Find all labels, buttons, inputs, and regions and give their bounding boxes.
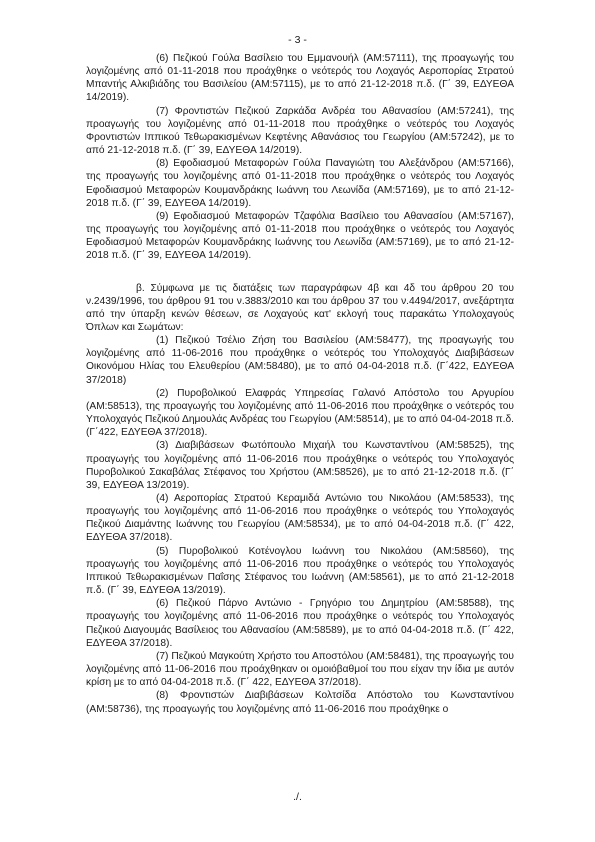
paragraph-item-b4: (4) Αεροπορίας Στρατού Κεραμιδά Αντώνιο του Νικολάου (ΑΜ:58533), της προαγωγής του λογιζομένης από 11-06-2016 που προάχθηκε ο νεότερός του Υπολοχαγός Πεζικού Διαμάντης Ιωάννης του Γεωργίου (ΑΜ:58534), με το από 04-04-2018 π.δ. (Γ΄ 422, ΕΔΥΕΘΑ 37/2018). bbox=[86, 493, 514, 544]
document-body bbox=[86, 52, 514, 716]
paragraph-item-b6: (6) Πεζικού Πάρνο Αντώνιο - Γρηγόριο του Δημητρίου (ΑΜ:58588), της προαγωγής του λογιζομένης από 11-06-2016 που προάχθηκε ο νεότερός του Υπολοχαγός Πεζικού Διαγουμάς Βασίλειος του Αθανασίου (ΑΜ:58589), με το από 04-04-2018 π.δ. (Γ΄ 422, ΕΔΥΕΘΑ 37/2018). bbox=[86, 598, 514, 649]
page-number: - 3 - bbox=[288, 34, 307, 46]
paragraph-item-b5: (5) Πυροβολικού Κοτένογλου Ιωάννη του Νικολάου (ΑΜ:58560), της προαγωγής του λογιζομένης από 11-06-2016 που προάχθηκε ο νεότερός του Υπολοχαγός Ιππικού Τεθωρακισμένων Παΐσης Στέφανος του Ιωάννη (ΑΜ:58561), με το από 21-12-2018 π.δ. (Γ΄ 39, ΕΔΥΕΘΑ 13/2019). bbox=[86, 545, 514, 597]
paragraph-item-6: (6) Πεζικού Γούλα Βασίλειο του Εμμανουήλ (ΑΜ:57111), της προαγωγής του λογιζομένης από 01-11-2018 που προάχθηκε ο νεότερός του Λοχαγός Αεροπορίας Στρατού Μπαντής Αλκιβιάδης του Βασιλείου (ΑΜ:57115), με το από 21-12-2018 π.δ. (Γ΄ 39, ΕΔΥΕΘΑ 14/2019). bbox=[86, 53, 514, 104]
section-spacer bbox=[86, 263, 514, 282]
paragraph-item-b2: (2) Πυροβολικού Ελαφράς Υπηρεσίας Γαλανό Απόστολο του Αργυρίου (ΑΜ:58513), της προαγωγής του λογιζομένης από 11-06-2016 που προάχθηκε ο νεότερός του Υπολοχαγός Πεζικού Δημουλάς Ανδρέας του Γεωργίου (ΑΜ:58514), με το από 04-04-2018 π.δ. (Γ΄422, ΕΔΥΕΘΑ 37/2018). bbox=[86, 387, 514, 439]
section-b-intro: β. Σύμφωνα με τις διατάξεις των παραγράφων 4β και 4δ του άρθρου 20 του ν.2439/1996, του άρθρου 91 του ν.3883/2010 και του άρθρου 37 του ν.4494/2017, ανεξάρτητα από την ύπαρξη κενών θέσεων, σε Λοχαγούς κατ' εκλογή τους παρακάτω Υπολοχαγούς Όπλων και Σωμάτων: bbox=[86, 282, 514, 333]
paragraph-item-8: (8) Εφοδιασμού Μεταφορών Γούλα Παναγιώτη του Αλεξάνδρου (ΑΜ:57166), της προαγωγής του λογιζομένης από 01-11-2018 που προάχθηκε ο νεότερός του Λοχαγός Εφοδιασμού Μεταφορών Κουμανδράκης Ιωάννη του Λεωνίδα (ΑΜ:57169), με το από 21-12-2018 π.δ. (Γ΄ 39, ΕΔΥΕΘΑ 14/2019). bbox=[86, 158, 514, 209]
paragraph-item-b8: (8) Φροντιστών Διαβιβάσεων Κολτσίδα Απόστολο του Κωνσταντίνου (ΑΜ:58736), της προαγωγής του λογιζομένης από 11-06-2016 που προάχθηκε ο bbox=[86, 690, 514, 715]
paragraph-item-b1: (1) Πεζικού Τσέλιο Ζήση του Βασιλείου (ΑΜ:58477), της προαγωγής του λογιζομένης από 11-06-2016 που προάχθηκε ο νεότερός του Υπολοχαγός Διαβιβάσεων Οικονόμου Ηλίας του Ελευθερίου (ΑΜ:58480), με το από 04-04-2018 π.δ. (Γ΄422, ΕΔΥΕΘΑ 37/2018) bbox=[86, 335, 514, 386]
paragraph-item-b7: (7) Πεζικού Μαγκούτη Χρήστο του Αποστόλου (ΑΜ:58481), της προαγωγής του λογιζομένης από 11-06-2016 που προάχθηκαν οι ομοιόβαθμοί του που είχαν την ίδια με αυτόν κρίση με το από 04-04-2018 π.δ. (Γ΄ 422, ΕΔΥΕΘΑ 37/2018). bbox=[86, 650, 514, 689]
paragraph-item-7: (7) Φροντιστών Πεζικού Ζαρκάδα Ανδρέα του Αθανασίου (ΑΜ:57241), της προαγωγής του λογιζομένης από 01-11-2018 που προάχθηκε ο νεότερός του Λοχαγός Φροντιστών Ιππικού Τεθωρακισμένων Κεφτένης Αθανάσιος του Γεωργίου (ΑΜ:57242), με το από 21-12-2018 π.δ. (Γ΄ 39, ΕΔΥΕΘΑ 14/2019). bbox=[86, 105, 514, 157]
paragraph-item-b3: (3) Διαβιβάσεων Φωτόπουλο Μιχαήλ του Κωνσταντίνου (ΑΜ:58525), της προαγωγής του λογιζομένης από 11-06-2016 που προάχθηκε ο νεότερός του Υπολοχαγός Πυροβολικού Σακαβάλας Στέφανος του Χρήστου (ΑΜ:58526), με το από 21-12-2018 π.δ. (Γ΄ 39, ΕΔΥΕΘΑ 13/2019). bbox=[86, 440, 514, 491]
paragraph-item-9: (9) Εφοδιασμού Μεταφορών Τζαφόλια Βασίλειο του Αθανασίου (ΑΜ:57167), της προαγωγής του λογιζομένης από 01-11-2018 που προάχθηκε ο νεότερός του Λοχαγός Εφοδιασμού Μεταφορών Κουμανδράκης Ιωάννης του Λεωνίδα (ΑΜ:57169), με το από 21-12-2018 π.δ. (Γ΄ 39, ΕΔΥΕΘΑ 14/2019). bbox=[86, 210, 514, 262]
continuation-mark: ./. bbox=[293, 791, 302, 803]
